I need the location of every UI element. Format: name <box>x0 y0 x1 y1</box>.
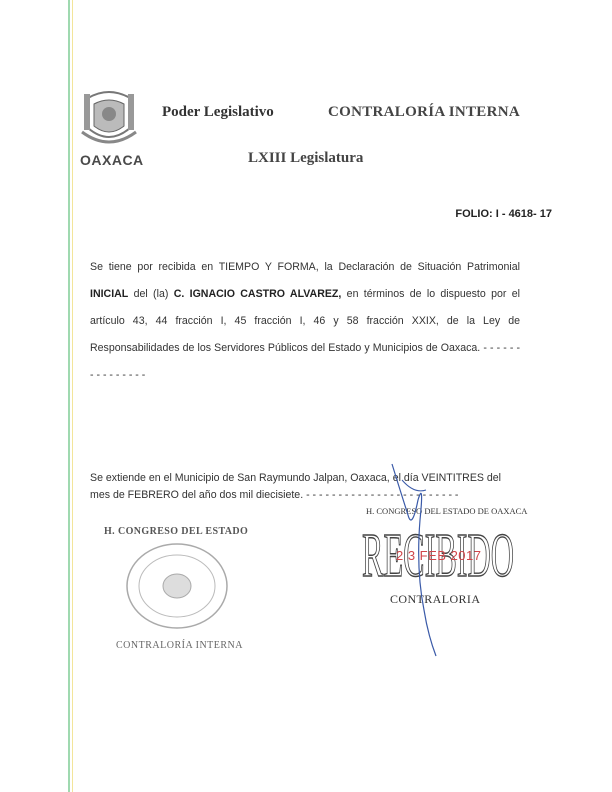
declaration-paragraph <box>90 254 520 389</box>
paragraph-part-3: en términos de lo dispuesto por el artículo 43, 44 fracción I, 45 fracción I, 46 y 58 fracción XXIX, de la Ley de Responsabilidades de los Servidores Públicos del Estado y Municipios de Oaxaca. - - - - - - - - - - - - - - - <box>90 288 520 381</box>
paragraph-part-1: Se tiene por recibida en TIEMPO Y FORMA, la Declaración de Situación Patrimonial <box>90 261 520 273</box>
declarant-name: C. IGNACIO CASTRO ALVAREZ, <box>173 288 342 300</box>
seal-footer: CONTRALORÍA INTERNA <box>116 640 243 651</box>
oaxaca-crest-logo <box>80 88 138 150</box>
scan-edge-line <box>68 0 70 792</box>
folio-number: FOLIO: I - 4618- 17 <box>455 208 552 220</box>
received-stamp-word: RECIBIDO <box>362 522 514 584</box>
stamp-footer: CONTRALORIA <box>390 592 481 606</box>
paragraph-part-2: del (la) <box>133 288 169 300</box>
closing-paragraph: Se extiende en el Municipio de San Raymundo Jalpan, Oaxaca, el día VEINTITRES del mes de FEBRERO del año dos mil diecisiete. - - - - - - - - - - - - - - - - - - - - - - - - <box>90 472 502 501</box>
seal-heading: H. CONGRESO DEL ESTADO <box>104 526 249 537</box>
state-name-label: OAXACA <box>80 152 144 168</box>
header-right-title: CONTRALORÍA INTERNA <box>328 104 520 120</box>
handwritten-signature <box>380 460 440 660</box>
declaration-type: INICIAL <box>90 288 129 300</box>
scan-edge-line-secondary <box>72 0 73 792</box>
congress-seal-stamp <box>122 540 232 632</box>
header-left-title: Poder Legislativo <box>162 104 274 120</box>
stamp-date: 2 3 FEB 2017 <box>396 548 482 563</box>
header-subtitle: LXIII Legislatura <box>248 150 364 166</box>
stamp-heading: H. CONGRESO DEL ESTADO DE OAXACA <box>366 506 528 516</box>
